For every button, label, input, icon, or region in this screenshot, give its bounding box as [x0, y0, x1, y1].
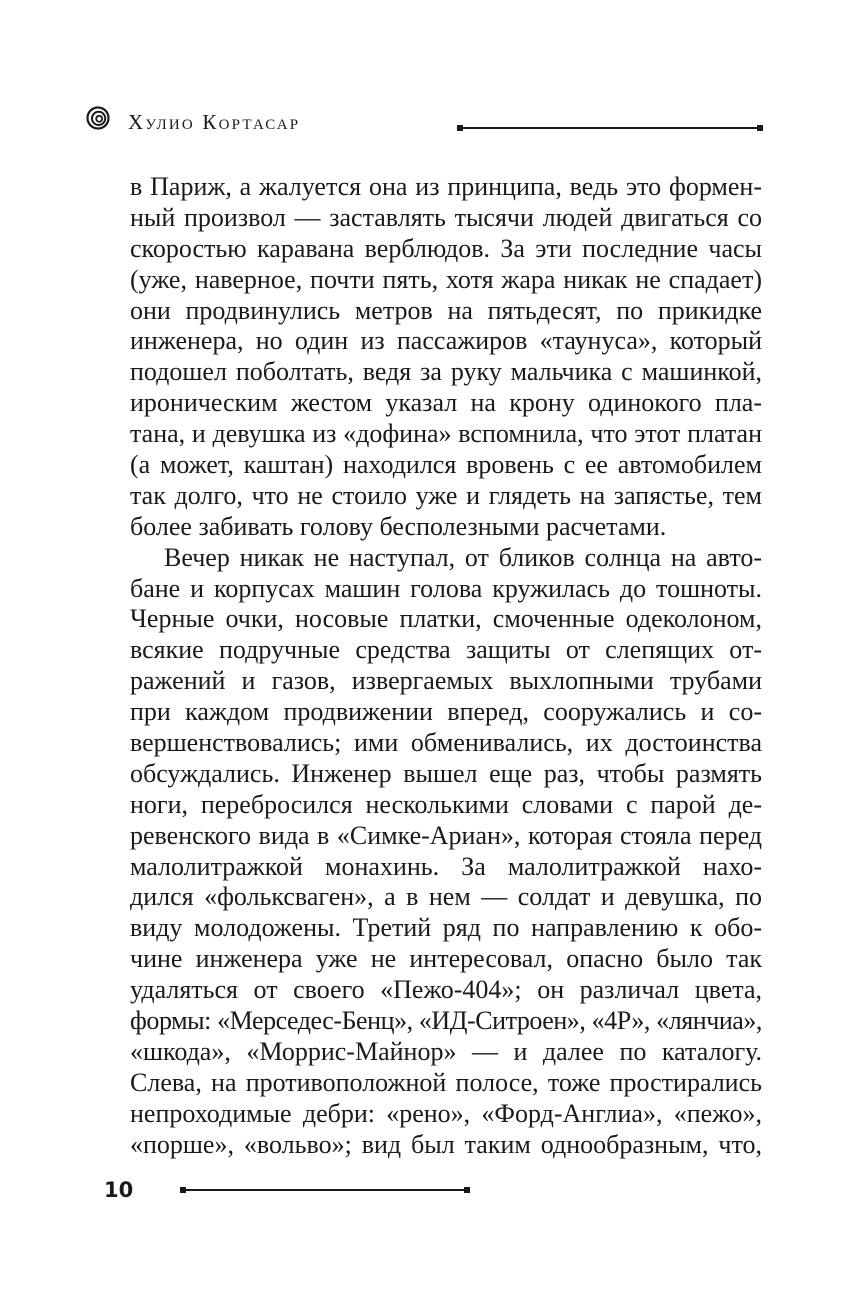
text-line: малолитражкой монахинь. За малолитражкой нахо- — [130, 851, 762, 881]
text-line: чине инженера уже не интересовал, опасно было так — [130, 944, 762, 974]
author-name: Хулио Кортасар — [128, 110, 301, 134]
text-line: (уже, наверное, почти пять, хотя жара никак не спадает) — [130, 264, 762, 294]
text-line: (а может, каштан) находился вровень с ее автомобилем — [130, 450, 762, 480]
text-line: инженера, но один из пассажиров «таунуса», который — [130, 326, 762, 356]
text-line: виду молодожены. Третий ряд по направлению к обо- — [130, 913, 762, 943]
rule-end-dot — [464, 1187, 470, 1193]
text-line: тана, и девушка из «дофина» вспомнила, что этот платан — [130, 419, 762, 449]
text-line: скоростью каравана верблюдов. За эти последние часы — [130, 233, 762, 263]
text-line: более забивать голову бесполезными расчетами. — [130, 511, 667, 541]
text-line: они продвинулись метров на пятьдесят, по прикидке — [130, 295, 762, 325]
text-line: удаляться от своего «Пежо-404»; он различал цвета, — [130, 975, 762, 1005]
text-line: вершенствовались; ими обменивались, их достоинства — [130, 728, 762, 758]
text-line: Слева, на противоположной полосе, тоже простирались — [130, 1067, 762, 1097]
text-line: так долго, что не стоило уже и глядеть на запястье, тем — [130, 480, 762, 510]
text-line: Вечер никак не наступал, от бликов солнца на авто- — [164, 542, 762, 572]
paragraph — [130, 543, 762, 1161]
running-footer — [0, 1170, 845, 1210]
text-line: «шкода», «Моррис-Майнор» — и далее по каталогу. — [130, 1036, 762, 1066]
footer-rule — [183, 1189, 467, 1191]
text-line: в Париж, а жалуется она из принципа, ведь это формен- — [130, 172, 762, 201]
text-line: всякие подручные средства защиты от слепящих от- — [130, 635, 762, 665]
text-line: ревенского вида в «Симке-Ариан», которая стояла перед — [130, 820, 762, 850]
header-rule — [460, 127, 760, 129]
running-header — [0, 0, 845, 160]
text-line: ный произвол — заставлять тысячи людей двигаться со — [130, 202, 762, 232]
text-line: Черные очки, носовые платки, смоченные одеколоном, — [130, 604, 762, 634]
page-number: 10 — [104, 1178, 134, 1202]
rule-end-dot — [180, 1187, 186, 1193]
rule-end-dot — [757, 125, 763, 131]
text-line: формы: «Мерседес-Бенц», «ИД-Ситроен», «4Р», «лянчиа», — [130, 1006, 762, 1036]
book-page-text — [130, 172, 762, 1161]
text-line: подошел поболтать, ведя за руку мальчика с машинкой, — [130, 357, 762, 387]
text-line: при каждом продвижении вперед, сооружались и со- — [130, 697, 762, 727]
text-line: ражений и газов, извергаемых выхлопными трубами — [130, 666, 762, 696]
paragraph — [130, 172, 762, 543]
text-line: обсуждались. Инженер вышел еще раз, чтобы размять — [130, 758, 762, 788]
text-line: бане и корпусах машин голова кружилась до тошноты. — [130, 573, 762, 603]
rule-end-dot — [457, 125, 463, 131]
concentric-spiral-icon — [86, 106, 110, 130]
text-line: «порше», «вольво»; вид был таким однообразным, что, — [130, 1129, 762, 1159]
text-line: ноги, перебросился несколькими словами с парой де- — [130, 789, 762, 819]
text-line: непроходимые дебри: «рено», «Форд-Англиа», «пежо», — [130, 1098, 762, 1128]
text-line: дился «фольксваген», а в нем — солдат и девушка, по — [130, 882, 762, 912]
text-line: ироническим жестом указал на крону одинокого пла- — [130, 388, 762, 418]
